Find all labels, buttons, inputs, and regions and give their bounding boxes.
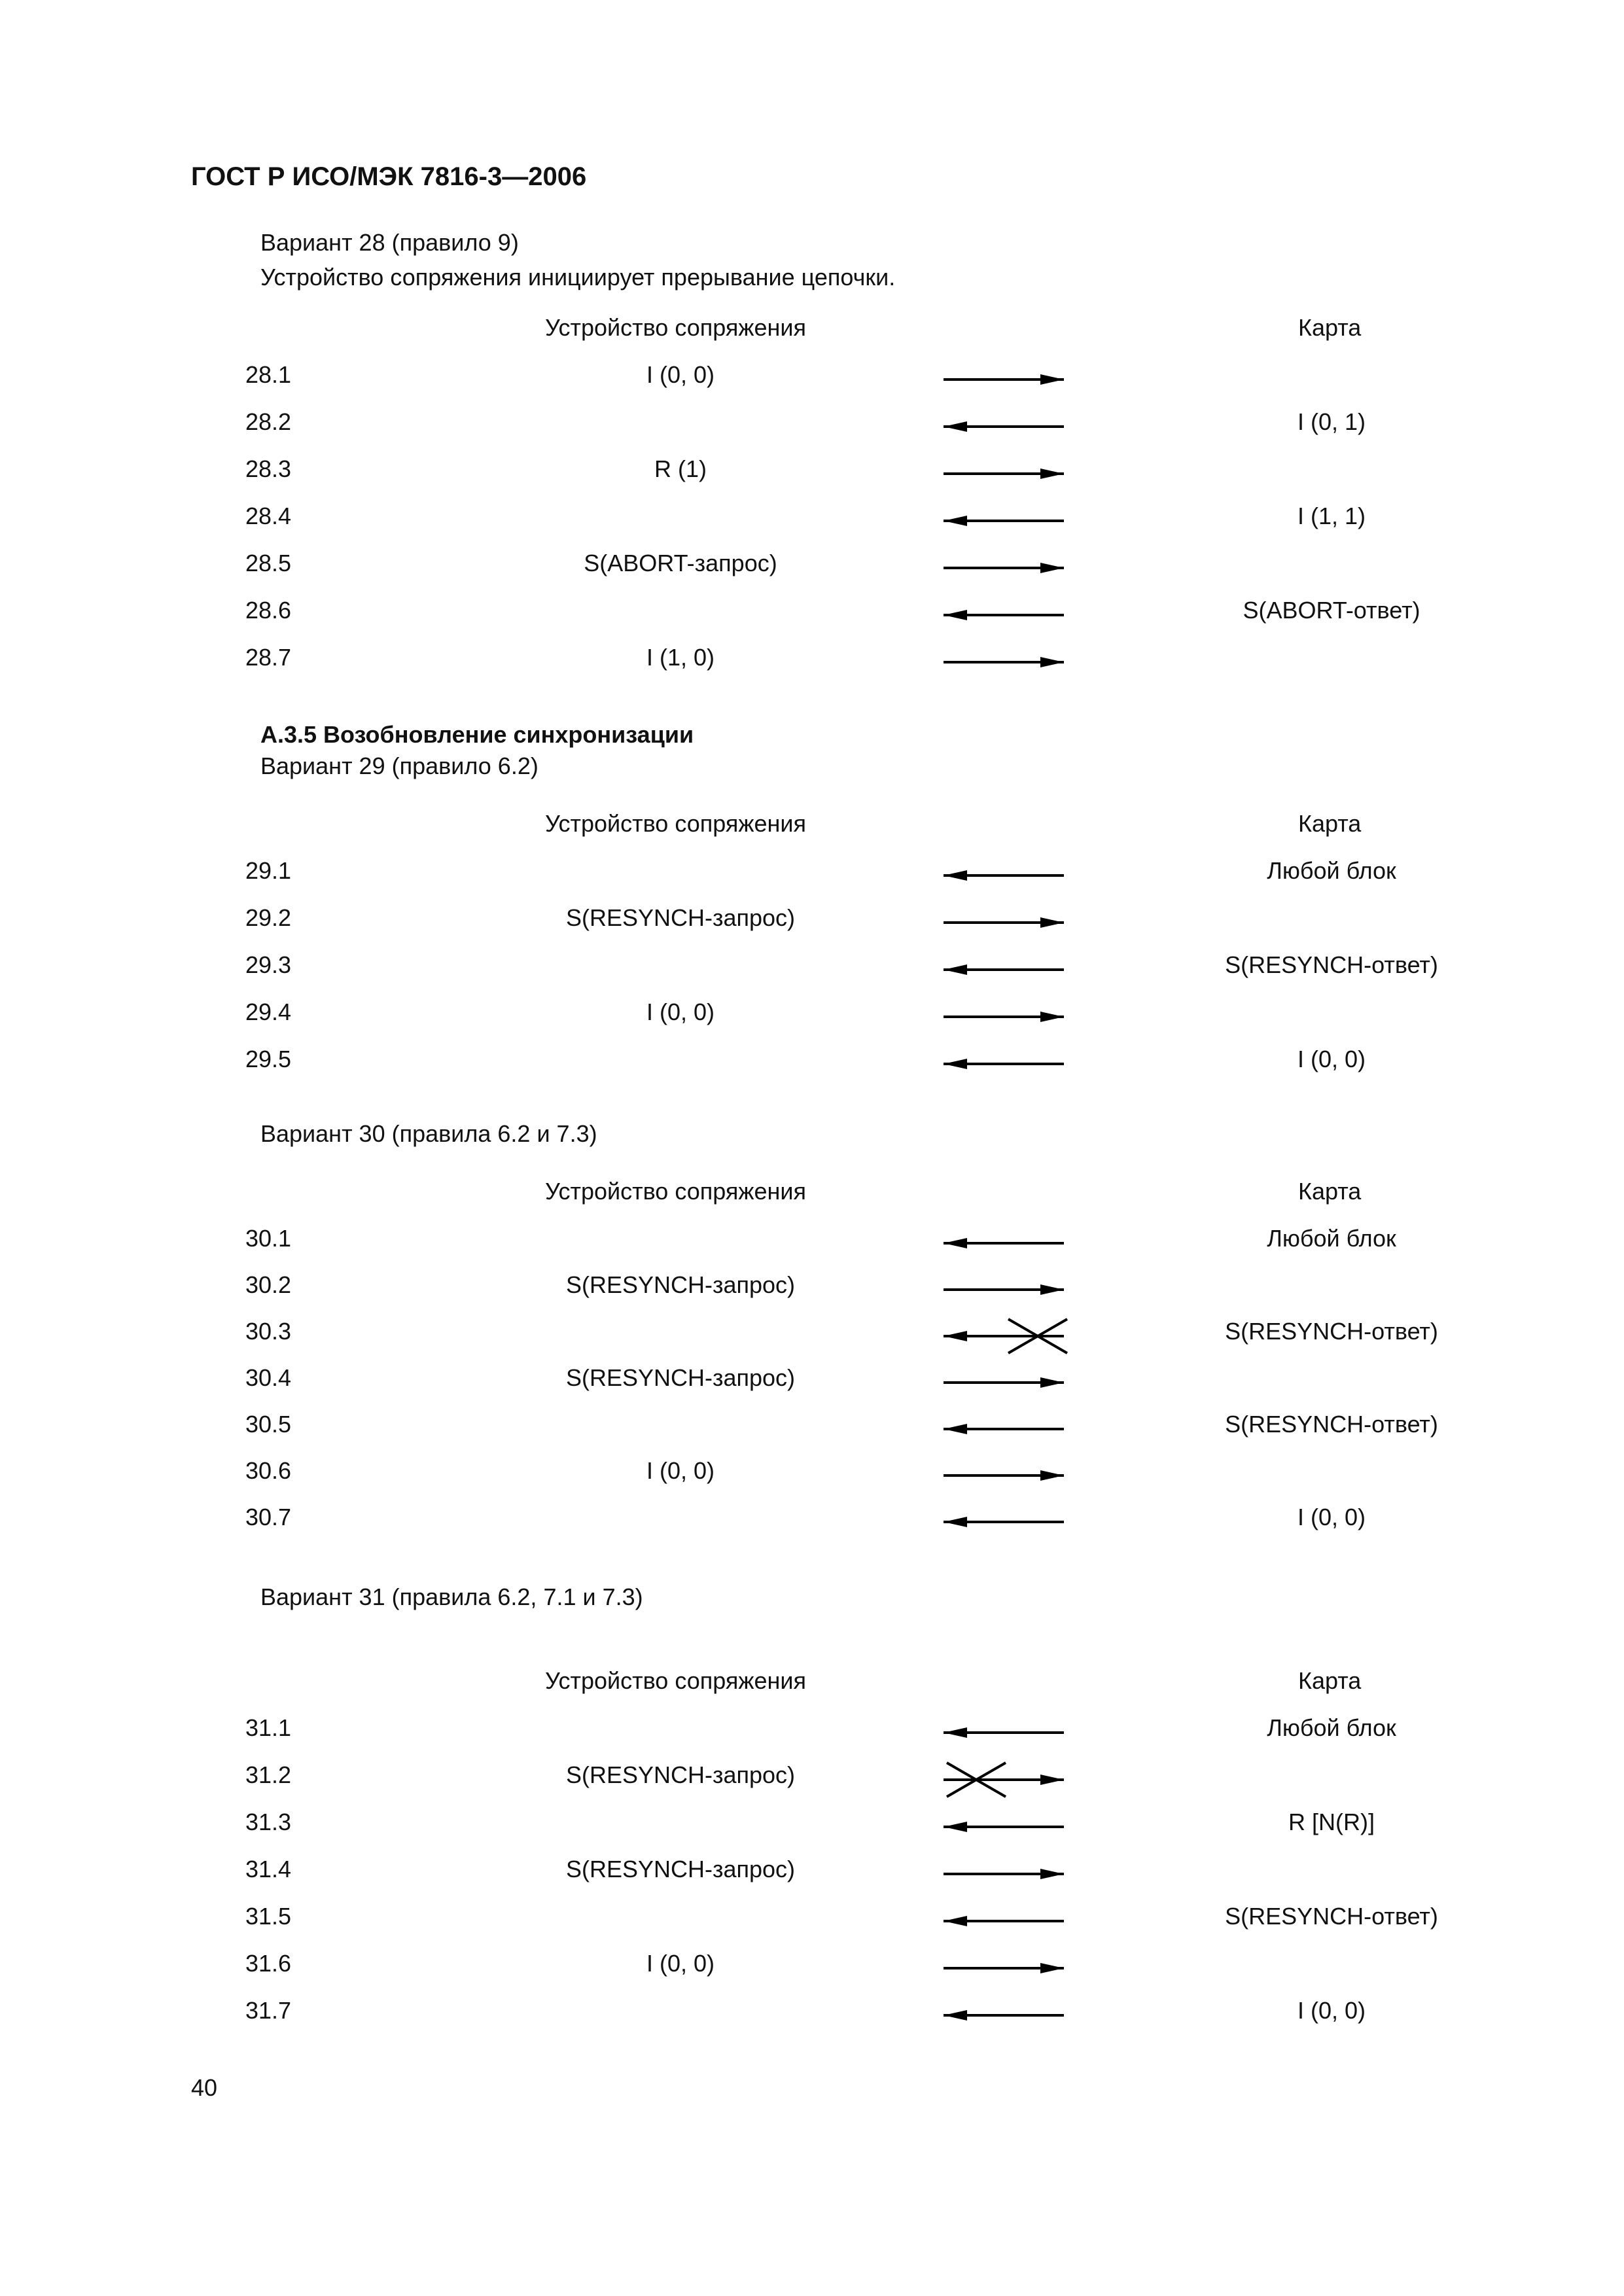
arrow-right (937, 1456, 1070, 1495)
device-message: I (0, 0) (646, 1457, 715, 1484)
step-number: 30.4 (245, 1364, 292, 1391)
page-number: 40 (191, 2074, 218, 2101)
device-message: I (0, 0) (646, 361, 715, 388)
arrow-head (944, 1059, 967, 1069)
column-header-device: Устройство сопряжения (545, 810, 806, 837)
step-number: 30.2 (245, 1271, 292, 1298)
step-number: 31.4 (245, 1856, 292, 1882)
arrow-head (944, 1238, 967, 1248)
device-message: S(RESYNCH-запрос) (565, 1271, 796, 1298)
column-header-card: Карта (1298, 314, 1362, 341)
card-message: Любой блок (1267, 1714, 1396, 1741)
card-message: S(RESYNCH-ответ) (1225, 951, 1438, 978)
column-header-card: Карта (1298, 1178, 1362, 1205)
arrow-head (1040, 563, 1064, 573)
step-number: 29.2 (245, 904, 292, 931)
variant-intro: Вариант 28 (правило 9) (260, 229, 519, 256)
step-number: 28.6 (245, 597, 292, 624)
card-message: I (0, 0) (1297, 1997, 1366, 2024)
arrow-right (937, 1363, 1070, 1402)
step-number: 28.3 (245, 455, 292, 482)
device-message: S(RESYNCH-запрос) (565, 1856, 796, 1882)
arrow-left (937, 407, 1070, 446)
arrow-left (937, 501, 1070, 540)
column-header-card: Карта (1298, 810, 1362, 837)
column-header-card: Карта (1298, 1667, 1362, 1694)
column-header-device: Устройство сопряжения (545, 1178, 806, 1205)
card-message: S(RESYNCH-ответ) (1225, 1903, 1438, 1930)
arrow-right (937, 1760, 1070, 1799)
step-number: 31.3 (245, 1809, 292, 1835)
arrow-right (937, 1949, 1070, 1988)
arrow-head (1040, 917, 1064, 928)
variant-intro: Вариант 30 (правила 6.2 и 7.3) (260, 1120, 597, 1147)
arrow-head (944, 1822, 967, 1832)
arrow-head (1040, 374, 1064, 385)
document-header: ГОСТ Р ИСО/МЭК 7816-3—2006 (191, 162, 587, 191)
arrow-head (944, 870, 967, 881)
device-message: S(RESYNCH-запрос) (565, 1761, 796, 1788)
device-message: S(RESYNCH-запрос) (565, 904, 796, 931)
card-message: Любой блок (1267, 857, 1396, 884)
arrow-left (937, 1316, 1070, 1356)
section-heading: А.3.5 Возобновление синхронизации (260, 721, 694, 748)
arrow-head (944, 1517, 967, 1527)
step-number: 28.2 (245, 408, 292, 435)
arrow-right (937, 643, 1070, 682)
step-number: 30.6 (245, 1457, 292, 1484)
step-number: 30.5 (245, 1411, 292, 1438)
step-number: 31.7 (245, 1997, 292, 2024)
card-message: S(RESYNCH-ответ) (1225, 1411, 1438, 1438)
arrow-left (937, 950, 1070, 989)
arrow-head (944, 1424, 967, 1434)
step-number: 28.1 (245, 361, 292, 388)
step-number: 30.1 (245, 1225, 292, 1252)
card-message: I (1, 1) (1297, 503, 1366, 529)
arrow-head (1040, 1012, 1064, 1022)
step-number: 28.4 (245, 503, 292, 529)
arrow-left (937, 1713, 1070, 1752)
arrow-head (1040, 1377, 1064, 1388)
step-number: 31.6 (245, 1950, 292, 1977)
arrow-head (944, 1331, 967, 1341)
card-message: Любой блок (1267, 1225, 1396, 1252)
card-message: I (0, 0) (1297, 1046, 1366, 1072)
arrow-head (1040, 1470, 1064, 1481)
arrow-left (937, 1502, 1070, 1542)
arrow-head (944, 964, 967, 975)
card-message: I (0, 1) (1297, 408, 1366, 435)
card-message: S(RESYNCH-ответ) (1225, 1318, 1438, 1345)
arrow-right (937, 360, 1070, 399)
step-number: 30.3 (245, 1318, 292, 1345)
device-message: I (0, 0) (646, 1950, 715, 1977)
device-message: I (0, 0) (646, 998, 715, 1025)
arrow-right (937, 454, 1070, 493)
step-number: 31.1 (245, 1714, 292, 1741)
arrow-head (1040, 1775, 1064, 1785)
arrow-left (937, 1996, 1070, 2035)
arrow-head (1040, 1963, 1064, 1973)
arrow-left (937, 1807, 1070, 1846)
step-number: 30.7 (245, 1504, 292, 1530)
arrow-head (944, 421, 967, 432)
arrow-head (944, 610, 967, 620)
arrow-head (1040, 1869, 1064, 1879)
arrow-right (937, 997, 1070, 1036)
arrow-left (937, 595, 1070, 635)
device-message: I (1, 0) (646, 644, 715, 671)
arrow-left (937, 1044, 1070, 1084)
arrow-left (937, 856, 1070, 895)
step-number: 31.5 (245, 1903, 292, 1930)
variant-intro: Вариант 29 (правило 6.2) (260, 752, 538, 779)
step-number: 28.5 (245, 550, 292, 576)
column-header-device: Устройство сопряжения (545, 1667, 806, 1694)
arrow-head (944, 2010, 967, 2021)
arrow-head (1040, 657, 1064, 667)
arrow-right (937, 903, 1070, 942)
arrow-left (937, 1224, 1070, 1263)
variant-intro: Вариант 31 (правила 6.2, 7.1 и 7.3) (260, 1583, 643, 1610)
card-message: S(ABORT-ответ) (1243, 597, 1421, 624)
step-number: 29.3 (245, 951, 292, 978)
step-number: 29.1 (245, 857, 292, 884)
arrow-head (1040, 468, 1064, 479)
arrow-right (937, 1270, 1070, 1309)
step-number: 28.7 (245, 644, 292, 671)
column-header-device: Устройство сопряжения (545, 314, 806, 341)
card-message: I (0, 0) (1297, 1504, 1366, 1530)
device-message: S(RESYNCH-запрос) (565, 1364, 796, 1391)
arrow-right (937, 1854, 1070, 1894)
arrow-head (1040, 1284, 1064, 1295)
device-message: S(ABORT-запрос) (584, 550, 777, 576)
step-number: 29.4 (245, 998, 292, 1025)
arrow-head (944, 1916, 967, 1926)
arrow-left (937, 1901, 1070, 1941)
step-number: 31.2 (245, 1761, 292, 1788)
arrow-head (944, 516, 967, 526)
arrow-left (937, 1409, 1070, 1449)
step-number: 29.5 (245, 1046, 292, 1072)
device-message: R (1) (654, 455, 707, 482)
variant-intro: Устройство сопряжения инициирует прерывание цепочки. (260, 264, 896, 291)
arrow-head (944, 1727, 967, 1738)
arrow-right (937, 548, 1070, 588)
card-message: R [N(R)] (1288, 1809, 1375, 1835)
